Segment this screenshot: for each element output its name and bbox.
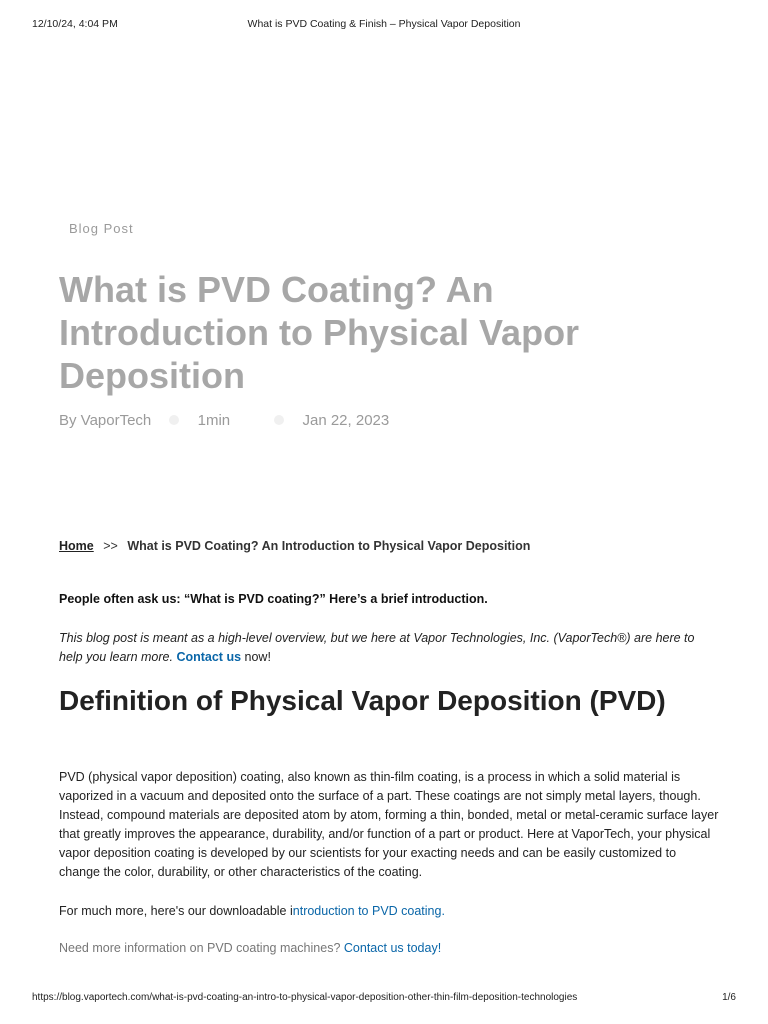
post-date: Jan 22, 2023 bbox=[302, 411, 390, 429]
intro-after-link: now! bbox=[244, 650, 271, 664]
section-heading: Definition of Physical Vapor Deposition (PVD) bbox=[59, 685, 666, 716]
page-number: 1/6 bbox=[722, 992, 736, 1003]
intro-italic-text: This blog post is meant as a high-level overview, but we here at Vapor Technologies, Inc. (VaporTech®) are here to help you learn more. bbox=[59, 631, 695, 664]
breadcrumb-home-link[interactable]: Home bbox=[59, 539, 94, 553]
print-url: https://blog.vaportech.com/what-is-pvd-coating-an-intro-to-physical-vapor-deposition-other-thin-film-deposition-technologies bbox=[32, 992, 578, 1003]
print-footer bbox=[32, 992, 736, 1006]
clock-icon bbox=[169, 415, 179, 425]
intro-lead: People often ask us: “What is PVD coating?” Here’s a brief introduction. bbox=[59, 592, 488, 606]
contact-us-link[interactable]: Contact us bbox=[176, 650, 242, 664]
contact-us-today-link[interactable]: Contact us today! bbox=[343, 941, 442, 955]
post-category: Blog Post bbox=[69, 221, 134, 236]
breadcrumb-current: What is PVD Coating? An Introduction to Physical Vapor Deposition bbox=[127, 539, 531, 553]
post-meta bbox=[59, 411, 389, 429]
pvd-introduction-link[interactable]: ntroduction to PVD coating. bbox=[292, 904, 445, 918]
post-author: By VaporTech bbox=[59, 411, 152, 429]
page-title: What is PVD Coating? An Introduction to Physical Vapor Deposition bbox=[59, 269, 580, 396]
contact-prompt: Need more information on PVD coating machines? bbox=[59, 941, 341, 955]
print-header bbox=[32, 18, 736, 32]
calendar-icon bbox=[274, 415, 284, 425]
print-page-title: What is PVD Coating & Finish – Physical Vapor Deposition bbox=[247, 18, 521, 30]
section-body: PVD (physical vapor deposition) coating, also known as thin-film coating, is a process in which a solid material is vaporized in a vacuum and deposited onto the surface of a part. These coatings are not simply metal layers, though. Instead, compound materials are deposited atom by atom, forming a thin, bonded, metal or metal-ceramic surface layer that greatly improves the appearance, durability, and/or function of a part or product. Here at VaporTech, your physical vapor deposition coating is developed by our scientists for your exacting needs and can be easily customized to change the color, durability, or other characteristics of the coating. bbox=[59, 770, 719, 879]
breadcrumb bbox=[59, 539, 530, 553]
download-paragraph bbox=[59, 904, 445, 918]
download-prefix: For much more, here's our downloadable i bbox=[59, 904, 293, 918]
breadcrumb-separator: >> bbox=[103, 539, 118, 553]
print-datetime: 12/10/24, 4:04 PM bbox=[32, 18, 118, 30]
read-time: 1min bbox=[197, 411, 231, 429]
contact-paragraph bbox=[59, 941, 441, 955]
intro-note bbox=[59, 629, 709, 667]
